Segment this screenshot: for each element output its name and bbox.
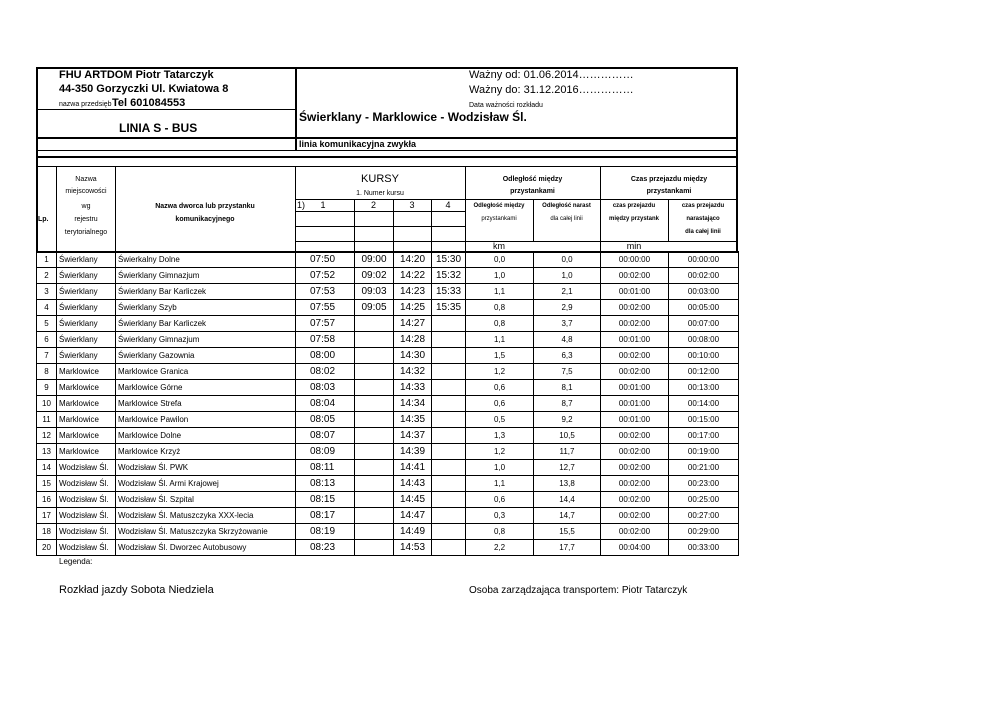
kurs-4-time bbox=[432, 412, 466, 428]
town-cell: Marklowice bbox=[57, 396, 116, 412]
validity-label: Data ważności rozkładu bbox=[469, 102, 543, 109]
distance-cumulative: 17,7 bbox=[534, 540, 601, 556]
distance-cumulative: 14,7 bbox=[534, 508, 601, 524]
stop-cell: Marklowice Granica bbox=[116, 364, 296, 380]
kurs-2-time bbox=[355, 444, 394, 460]
kurs-4-time: 15:30 bbox=[432, 252, 466, 268]
distance-cumulative: 0,0 bbox=[534, 252, 601, 268]
kurs-4-time bbox=[432, 316, 466, 332]
kursy-subheader: 1. Numer kursu bbox=[356, 190, 404, 197]
stop-header-2: komunikacyjnego bbox=[175, 216, 235, 223]
distance-cumulative: 7,5 bbox=[534, 364, 601, 380]
kurs-number-3: 3 bbox=[409, 200, 415, 210]
town-header-2: miejscowości bbox=[65, 188, 107, 195]
table-row bbox=[37, 364, 739, 380]
kurs-3-time: 14:23 bbox=[394, 284, 432, 300]
stop-cell: Marklowice Krzyż bbox=[116, 444, 296, 460]
distance-cumulative: 4,8 bbox=[534, 332, 601, 348]
timetable bbox=[36, 251, 739, 556]
distance-between: 0,8 bbox=[466, 316, 534, 332]
travel-time-cumulative: 00:23:00 bbox=[669, 476, 739, 492]
distance-between: 0,3 bbox=[466, 508, 534, 524]
kurs-4-time bbox=[432, 396, 466, 412]
row-number: 8 bbox=[37, 364, 57, 380]
kurs-4-time bbox=[432, 492, 466, 508]
kurs-1-time: 07:58 bbox=[296, 332, 355, 348]
travel-time-cumulative: 00:27:00 bbox=[669, 508, 739, 524]
travel-time: 00:02:00 bbox=[601, 364, 669, 380]
kurs-3-time: 14:47 bbox=[394, 508, 432, 524]
company-phone: Tel 601084553 bbox=[112, 97, 186, 109]
town-cell: Świerklany bbox=[57, 316, 116, 332]
travel-time: 00:02:00 bbox=[601, 348, 669, 364]
travel-time-cumulative: 00:17:00 bbox=[669, 428, 739, 444]
town-cell: Świerklany bbox=[57, 300, 116, 316]
kurs-4-time bbox=[432, 524, 466, 540]
table-row bbox=[37, 316, 739, 332]
distance-between: 1,1 bbox=[466, 476, 534, 492]
stop-cell: Świerklany Szyb bbox=[116, 300, 296, 316]
town-cell: Świerklany bbox=[57, 332, 116, 348]
kurs-1-time: 08:19 bbox=[296, 524, 355, 540]
town-cell: Marklowice bbox=[57, 428, 116, 444]
kurs-4-time bbox=[432, 508, 466, 524]
distance-cumulative: 1,0 bbox=[534, 268, 601, 284]
travel-time-cumulative: 00:19:00 bbox=[669, 444, 739, 460]
distance-cumulative: 15,5 bbox=[534, 524, 601, 540]
divider bbox=[295, 199, 738, 200]
stop-cell: Wodzisław Śl. Szpital bbox=[116, 492, 296, 508]
schedule-note: Rozkład jazdy Sobota Niedziela bbox=[59, 584, 214, 596]
row-number: 4 bbox=[37, 300, 57, 316]
kurs-2-time bbox=[355, 332, 394, 348]
distance-unit: km bbox=[493, 241, 505, 251]
kurs-1-time: 08:05 bbox=[296, 412, 355, 428]
travel-time-cumulative: 00:05:00 bbox=[669, 300, 739, 316]
kurs-3-time: 14:35 bbox=[394, 412, 432, 428]
distance-b-2: dla całej linii bbox=[550, 216, 583, 222]
distance-cumulative: 3,7 bbox=[534, 316, 601, 332]
row-number: 15 bbox=[37, 476, 57, 492]
row-number: 13 bbox=[37, 444, 57, 460]
kurs-1-time: 08:09 bbox=[296, 444, 355, 460]
kurs-1-time: 08:15 bbox=[296, 492, 355, 508]
travel-time: 00:02:00 bbox=[601, 444, 669, 460]
company-address: 44-350 Gorzyczki Ul. Kwiatowa 8 bbox=[59, 83, 229, 95]
row-number: 7 bbox=[37, 348, 57, 364]
town-header-5: terytorialnego bbox=[64, 229, 108, 236]
distance-between: 0,5 bbox=[466, 412, 534, 428]
kurs-2-time bbox=[355, 380, 394, 396]
stop-cell: Marklowice Strefa bbox=[116, 396, 296, 412]
row-number: 3 bbox=[37, 284, 57, 300]
kurs-2-time bbox=[355, 524, 394, 540]
row-number: 2 bbox=[37, 268, 57, 284]
travel-time-cumulative: 00:14:00 bbox=[669, 396, 739, 412]
row-number: 1 bbox=[37, 252, 57, 268]
town-cell: Świerklany bbox=[57, 252, 116, 268]
distance-cumulative: 13,8 bbox=[534, 476, 601, 492]
kurs-4-time: 15:33 bbox=[432, 284, 466, 300]
time-unit: min bbox=[626, 241, 642, 251]
table-row bbox=[37, 460, 739, 476]
kurs-2-time bbox=[355, 428, 394, 444]
stop-cell: Marklowice Górne bbox=[116, 380, 296, 396]
stop-cell: Wodzisław Śl. Matuszczyka Skrzyżowanie bbox=[116, 524, 296, 540]
travel-time: 00:01:00 bbox=[601, 412, 669, 428]
stop-cell: Marklowice Pawilon bbox=[116, 412, 296, 428]
row-number: 11 bbox=[37, 412, 57, 428]
time-a-1: czas przejazdu bbox=[612, 203, 656, 209]
distance-cumulative: 14,4 bbox=[534, 492, 601, 508]
table-row bbox=[37, 540, 739, 556]
town-cell: Marklowice bbox=[57, 412, 116, 428]
row-number: 9 bbox=[37, 380, 57, 396]
town-header-1: Nazwa bbox=[75, 176, 97, 183]
stop-cell: Świerklany Gazownia bbox=[116, 348, 296, 364]
travel-time-cumulative: 00:21:00 bbox=[669, 460, 739, 476]
kurs-1-time: 08:23 bbox=[296, 540, 355, 556]
kurs-1-time: 07:55 bbox=[296, 300, 355, 316]
travel-time: 00:02:00 bbox=[601, 476, 669, 492]
distance-cumulative: 2,9 bbox=[534, 300, 601, 316]
travel-time: 00:02:00 bbox=[601, 428, 669, 444]
town-cell: Wodzisław Śl. bbox=[57, 540, 116, 556]
row-number: 12 bbox=[37, 428, 57, 444]
stop-header-1: Nazwa dworca lub przystanku bbox=[155, 203, 255, 210]
row-number: 6 bbox=[37, 332, 57, 348]
stop-cell: Wodzisław Śl. Armi Krajowej bbox=[116, 476, 296, 492]
kurs-1-time: 08:11 bbox=[296, 460, 355, 476]
table-row bbox=[37, 268, 739, 284]
kurs-2-time bbox=[355, 348, 394, 364]
kurs-3-time: 14:39 bbox=[394, 444, 432, 460]
travel-time: 00:01:00 bbox=[601, 380, 669, 396]
time-b-2: narastająco bbox=[686, 216, 720, 222]
kurs-2-time bbox=[355, 396, 394, 412]
town-cell: Wodzisław Śl. bbox=[57, 492, 116, 508]
distance-cumulative: 6,3 bbox=[534, 348, 601, 364]
kurs-3-time: 14:28 bbox=[394, 332, 432, 348]
distance-title-1: Odległość między bbox=[502, 176, 563, 183]
distance-between: 2,2 bbox=[466, 540, 534, 556]
time-title-2: przystankami bbox=[646, 188, 692, 195]
travel-time-cumulative: 00:10:00 bbox=[669, 348, 739, 364]
stop-cell: Wodzisław Śl. PWK bbox=[116, 460, 296, 476]
travel-time-cumulative: 00:03:00 bbox=[669, 284, 739, 300]
kurs-4-time bbox=[432, 460, 466, 476]
travel-time: 00:00:00 bbox=[601, 252, 669, 268]
kurs-3-time: 14:37 bbox=[394, 428, 432, 444]
valid-from: Ważny od: 01.06.2014…………… bbox=[469, 69, 634, 81]
travel-time-cumulative: 00:00:00 bbox=[669, 252, 739, 268]
travel-time: 00:02:00 bbox=[601, 268, 669, 284]
distance-between: 1,2 bbox=[466, 364, 534, 380]
kurs-3-time: 14:32 bbox=[394, 364, 432, 380]
travel-time-cumulative: 00:12:00 bbox=[669, 364, 739, 380]
table-row bbox=[37, 412, 739, 428]
company-name: FHU ARTDOM Piotr Tatarczyk bbox=[59, 69, 214, 81]
kurs-2-time bbox=[355, 492, 394, 508]
table-row bbox=[37, 508, 739, 524]
travel-time: 00:02:00 bbox=[601, 524, 669, 540]
kurs-1-time: 08:17 bbox=[296, 508, 355, 524]
kurs-4-time bbox=[432, 348, 466, 364]
kurs-1-time: 07:57 bbox=[296, 316, 355, 332]
divider bbox=[36, 166, 738, 167]
town-cell: Wodzisław Śl. bbox=[57, 508, 116, 524]
time-b-1: czas przejazdu bbox=[681, 203, 725, 209]
travel-time: 00:04:00 bbox=[601, 540, 669, 556]
town-cell: Marklowice bbox=[57, 364, 116, 380]
kurs-4-time bbox=[432, 380, 466, 396]
kurs-1-time: 07:50 bbox=[296, 252, 355, 268]
divider bbox=[295, 211, 465, 212]
table-row bbox=[37, 492, 739, 508]
travel-time: 00:02:00 bbox=[601, 508, 669, 524]
kurs-4-time bbox=[432, 444, 466, 460]
town-cell: Świerklany bbox=[57, 284, 116, 300]
table-row bbox=[37, 396, 739, 412]
distance-cumulative: 10,5 bbox=[534, 428, 601, 444]
lp-header: Lp. bbox=[38, 216, 49, 223]
kurs-4-time bbox=[432, 428, 466, 444]
town-header-3: wg bbox=[81, 203, 91, 210]
time-title-1: Czas przejazdu między bbox=[630, 176, 708, 183]
kurs-4-time bbox=[432, 364, 466, 380]
divider bbox=[36, 109, 295, 110]
kurs-2-time: 09:02 bbox=[355, 268, 394, 284]
time-a-2: między przystank bbox=[608, 216, 660, 222]
stop-cell: Świerklany Bar Karliczek bbox=[116, 316, 296, 332]
distance-between: 1,1 bbox=[466, 332, 534, 348]
distance-between: 1,0 bbox=[466, 460, 534, 476]
kurs-3-time: 14:34 bbox=[394, 396, 432, 412]
valid-to: Ważny do: 31.12.2016…………… bbox=[469, 84, 634, 96]
distance-between: 0,0 bbox=[466, 252, 534, 268]
table-row bbox=[37, 332, 739, 348]
table-row bbox=[37, 284, 739, 300]
travel-time: 00:01:00 bbox=[601, 284, 669, 300]
kurs-3-time: 14:25 bbox=[394, 300, 432, 316]
stop-cell: Świerklany Bar Karliczek bbox=[116, 284, 296, 300]
divider bbox=[36, 150, 738, 151]
row-number: 17 bbox=[37, 508, 57, 524]
line-name: LINIA S - BUS bbox=[119, 121, 198, 135]
travel-time-cumulative: 00:08:00 bbox=[669, 332, 739, 348]
kurs-3-time: 14:20 bbox=[394, 252, 432, 268]
stop-cell: Wodzisław Śl. Matuszczyka XXX-lecia bbox=[116, 508, 296, 524]
kursy-prefix: 1) bbox=[297, 200, 306, 210]
town-cell: Świerklany bbox=[57, 348, 116, 364]
travel-time-cumulative: 00:13:00 bbox=[669, 380, 739, 396]
distance-between: 1,1 bbox=[466, 284, 534, 300]
distance-a-1: Odległość między bbox=[473, 203, 525, 209]
travel-time-cumulative: 00:07:00 bbox=[669, 316, 739, 332]
travel-time: 00:02:00 bbox=[601, 460, 669, 476]
table-row bbox=[37, 300, 739, 316]
distance-cumulative: 11,7 bbox=[534, 444, 601, 460]
town-cell: Wodzisław Śl. bbox=[57, 524, 116, 540]
distance-between: 0,6 bbox=[466, 396, 534, 412]
kurs-4-time bbox=[432, 476, 466, 492]
town-cell: Marklowice bbox=[57, 380, 116, 396]
row-number: 18 bbox=[37, 524, 57, 540]
kursy-header: KURSY bbox=[361, 173, 399, 185]
distance-between: 0,6 bbox=[466, 380, 534, 396]
kurs-1-time: 08:03 bbox=[296, 380, 355, 396]
row-number: 20 bbox=[37, 540, 57, 556]
stop-cell: Marklowice Dolne bbox=[116, 428, 296, 444]
kurs-3-time: 14:30 bbox=[394, 348, 432, 364]
kurs-number-2: 2 bbox=[370, 200, 376, 210]
divider bbox=[295, 226, 465, 227]
distance-cumulative: 8,1 bbox=[534, 380, 601, 396]
travel-time: 00:02:00 bbox=[601, 316, 669, 332]
kurs-2-time: 09:03 bbox=[355, 284, 394, 300]
distance-between: 1,2 bbox=[466, 444, 534, 460]
distance-a-2: przystankami bbox=[481, 216, 517, 222]
kurs-2-time bbox=[355, 364, 394, 380]
kurs-2-time bbox=[355, 540, 394, 556]
travel-time: 00:01:00 bbox=[601, 332, 669, 348]
kurs-2-time bbox=[355, 316, 394, 332]
travel-time: 00:02:00 bbox=[601, 492, 669, 508]
stop-cell: Świerkalny Dolne bbox=[116, 252, 296, 268]
kurs-3-time: 14:22 bbox=[394, 268, 432, 284]
travel-time-cumulative: 00:02:00 bbox=[669, 268, 739, 284]
kurs-4-time: 15:32 bbox=[432, 268, 466, 284]
legend-label: Legenda: bbox=[59, 557, 93, 566]
kurs-1-time: 07:53 bbox=[296, 284, 355, 300]
row-number: 14 bbox=[37, 460, 57, 476]
kurs-2-time: 09:05 bbox=[355, 300, 394, 316]
kurs-1-time: 08:00 bbox=[296, 348, 355, 364]
kurs-4-time bbox=[432, 540, 466, 556]
row-number: 16 bbox=[37, 492, 57, 508]
kurs-4-time: 15:35 bbox=[432, 300, 466, 316]
kurs-4-time bbox=[432, 332, 466, 348]
kurs-3-time: 14:45 bbox=[394, 492, 432, 508]
travel-time-cumulative: 00:15:00 bbox=[669, 412, 739, 428]
kurs-1-time: 08:02 bbox=[296, 364, 355, 380]
line-type: linia komunikacyjna zwykła bbox=[299, 139, 417, 149]
distance-cumulative: 9,2 bbox=[534, 412, 601, 428]
kurs-2-time bbox=[355, 508, 394, 524]
town-cell: Wodzisław Śl. bbox=[57, 460, 116, 476]
travel-time-cumulative: 00:33:00 bbox=[669, 540, 739, 556]
kurs-3-time: 14:49 bbox=[394, 524, 432, 540]
kurs-1-time: 08:04 bbox=[296, 396, 355, 412]
stop-cell: Świerklany Gimnazjum bbox=[116, 332, 296, 348]
time-b-3: dla całej linii bbox=[685, 229, 721, 235]
kurs-3-time: 14:27 bbox=[394, 316, 432, 332]
row-number: 10 bbox=[37, 396, 57, 412]
table-row bbox=[37, 524, 739, 540]
company-label: nazwa przedsięb bbox=[59, 101, 112, 108]
kurs-2-time bbox=[355, 476, 394, 492]
travel-time: 00:01:00 bbox=[601, 396, 669, 412]
kurs-number-1: 1 bbox=[320, 200, 326, 210]
table-row bbox=[37, 252, 739, 268]
distance-b-1: Odległość narast bbox=[542, 203, 591, 209]
table-row bbox=[37, 428, 739, 444]
distance-between: 1,3 bbox=[466, 428, 534, 444]
stop-cell: Świerklany Gimnazjum bbox=[116, 268, 296, 284]
town-cell: Marklowice bbox=[57, 444, 116, 460]
distance-cumulative: 8,7 bbox=[534, 396, 601, 412]
kurs-1-time: 07:52 bbox=[296, 268, 355, 284]
distance-title-2: przystankami bbox=[510, 188, 555, 195]
kurs-3-time: 14:43 bbox=[394, 476, 432, 492]
table-row bbox=[37, 444, 739, 460]
town-header-4: rejestru bbox=[74, 216, 98, 223]
kurs-2-time: 09:00 bbox=[355, 252, 394, 268]
travel-time-cumulative: 00:25:00 bbox=[669, 492, 739, 508]
travel-time-cumulative: 00:29:00 bbox=[669, 524, 739, 540]
distance-cumulative: 12,7 bbox=[534, 460, 601, 476]
kurs-2-time bbox=[355, 412, 394, 428]
kurs-3-time: 14:53 bbox=[394, 540, 432, 556]
kurs-number-4: 4 bbox=[445, 200, 451, 210]
travel-time: 00:02:00 bbox=[601, 300, 669, 316]
distance-between: 0,6 bbox=[466, 492, 534, 508]
distance-cumulative: 2,1 bbox=[534, 284, 601, 300]
kurs-3-time: 14:33 bbox=[394, 380, 432, 396]
table-row bbox=[37, 476, 739, 492]
table-row bbox=[37, 380, 739, 396]
kurs-3-time: 14:41 bbox=[394, 460, 432, 476]
distance-between: 0,8 bbox=[466, 300, 534, 316]
table-row bbox=[37, 348, 739, 364]
distance-between: 1,0 bbox=[466, 268, 534, 284]
kurs-1-time: 08:13 bbox=[296, 476, 355, 492]
transport-manager: Osoba zarządzająca transportem: Piotr Tatarczyk bbox=[469, 585, 688, 596]
town-cell: Świerklany bbox=[57, 268, 116, 284]
kurs-2-time bbox=[355, 460, 394, 476]
distance-between: 1,5 bbox=[466, 348, 534, 364]
town-cell: Wodzisław Śl. bbox=[57, 476, 116, 492]
kurs-1-time: 08:07 bbox=[296, 428, 355, 444]
distance-between: 0,8 bbox=[466, 524, 534, 540]
route-title: Świerklany - Marklowice - Wodzisław Śl. bbox=[299, 110, 527, 124]
row-number: 5 bbox=[37, 316, 57, 332]
stop-cell: Wodzisław Śl. Dworzec Autobusowy bbox=[116, 540, 296, 556]
divider bbox=[36, 156, 738, 158]
